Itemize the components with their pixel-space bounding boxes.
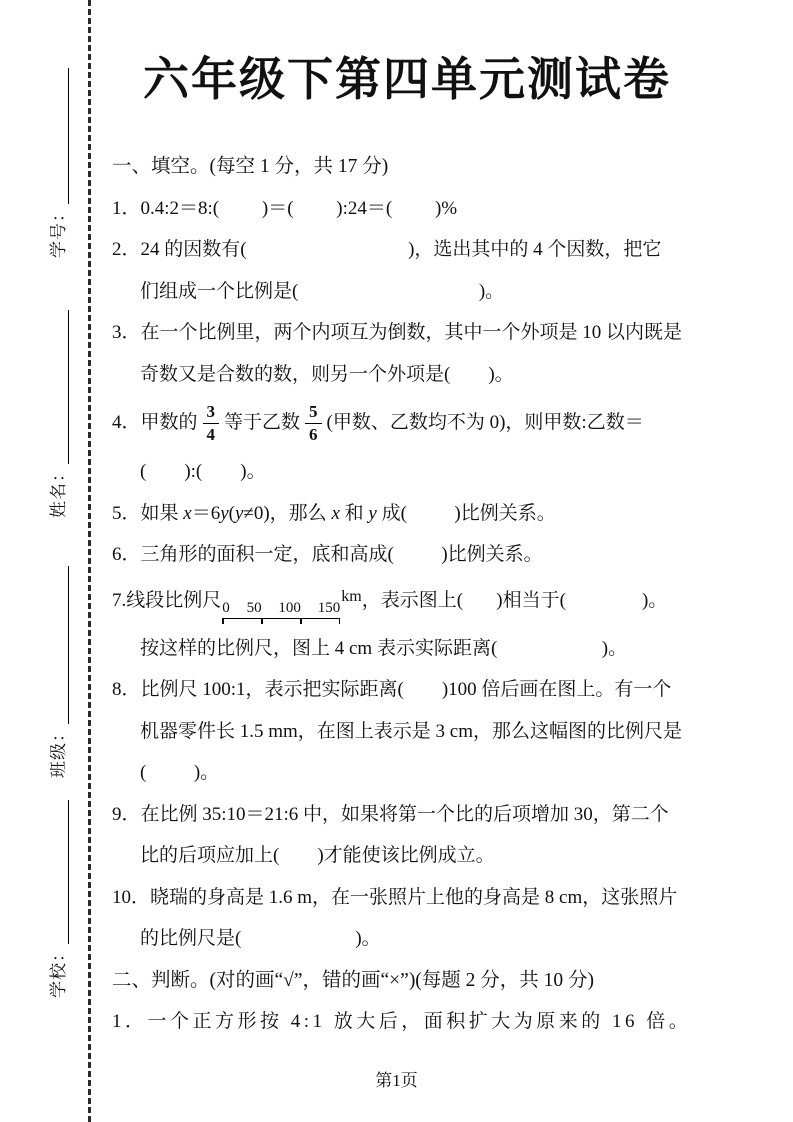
variable-y: y [220, 502, 229, 524]
question-4-line-2: ( ):( )。 [140, 461, 266, 482]
question-3-line-1: 3．在一个比例里，两个内项互为倒数，其中一个外项是 10 以内既是 [112, 322, 683, 343]
question-10-line-1: 10．晓瑞的身高是 1.6 m，在一张照片上他的身高是 8 cm，这张照片 [112, 886, 678, 908]
class-field [44, 566, 69, 778]
section-2-question-1: 1．一个正方形按 4:1 放大后，面积扩大为原来的 16 倍。 [112, 1011, 692, 1032]
question-4-line-1 [112, 395, 702, 451]
question-6: 6．三角形的面积一定，底和高成( )比例关系。 [112, 544, 543, 565]
student-id-label: 学号： [49, 204, 68, 258]
page-title: 六年级下第四单元测试卷 [143, 53, 671, 105]
question-3-line-2: 奇数又是合数的数，则另一个外项是( )。 [140, 363, 514, 385]
seal-line-dashed-divider [88, 0, 91, 1122]
school-field [44, 800, 69, 998]
page-number: 第1页 [375, 1071, 418, 1090]
exam-content [112, 0, 702, 1043]
question-7-line-1 [112, 576, 702, 628]
section-2-header: 二、判断。(对的画“√”，错的画“×”)(每题 2 分，共 10 分) [112, 969, 595, 991]
question-8-line-1: 8．比例尺 100:1，表示把实际距离( )100 倍后画在图上。有一个 [112, 679, 672, 700]
fraction-three-fourths: $\frac{3}{4}$ [203, 402, 220, 443]
school-blank-line [44, 800, 69, 944]
student-name-field [44, 310, 69, 518]
question-8-line-2: 机器零件长 1.5 mm，在图上表示是 3 cm，那么这幅图的比例尺是 [140, 720, 683, 742]
fraction-five-sixths: $\frac{5}{6}$ [305, 402, 322, 443]
class-label: 班级： [49, 724, 68, 778]
variable-y: y [368, 502, 377, 524]
question-2-line-1: 2．24 的因数有( )，选出其中的 4 个因数，把它 [112, 239, 662, 260]
section-1-header: 一、填空。(每空 1 分，共 17 分) [112, 156, 389, 177]
question-8-line-3: ( )。 [140, 762, 220, 783]
class-blank-line [44, 566, 69, 724]
question-9-line-1: 9．在比例 35:10＝21:6 中，如果将第一个比的后项增加 30，第二个 [112, 803, 669, 825]
student-id-field [44, 68, 69, 258]
question-4-text-mid: 等于乙数 [224, 412, 301, 434]
student-id-blank-line [44, 68, 69, 204]
question-1: 1．0.4:2＝8:( )＝( ):24＝( )% [112, 197, 458, 219]
question-7-line-2: 按这样的比例尺，图上 4 cm 表示实际距离( )。 [140, 637, 628, 659]
variable-x: x [183, 502, 192, 524]
question-5: 5．如果 x＝6y(y≠0)，那么 x 和 y 成( )比例关系。 [112, 502, 556, 524]
question-7-text-pre: 7.线段比例尺 [112, 589, 222, 611]
question-4-text-pre: 4．甲数的 [112, 412, 198, 434]
school-label: 学校： [49, 944, 68, 998]
question-7-text-post: ，表示图上( )相当于( )。 [361, 589, 668, 611]
question-4-text-post: (甲数、乙数均不为 0)，则甲数:乙数＝ [326, 412, 644, 434]
student-name-blank-line [44, 310, 69, 464]
scale-bar [222, 601, 340, 628]
question-9-line-2: 比的后项应加上( )才能使该比例成立。 [140, 845, 495, 866]
variable-y: y [234, 502, 244, 524]
student-name-label: 姓名： [49, 464, 68, 518]
variable-x: x [331, 502, 340, 524]
scale-bar-line [222, 618, 340, 625]
question-10-line-2: 的比例尺是( )。 [140, 928, 381, 949]
scale-bar-labels: 0 50 100 150 [222, 599, 341, 616]
question-2-line-2: 们组成一个比例是( )。 [140, 280, 505, 302]
scale-bar-unit: km [341, 587, 362, 605]
